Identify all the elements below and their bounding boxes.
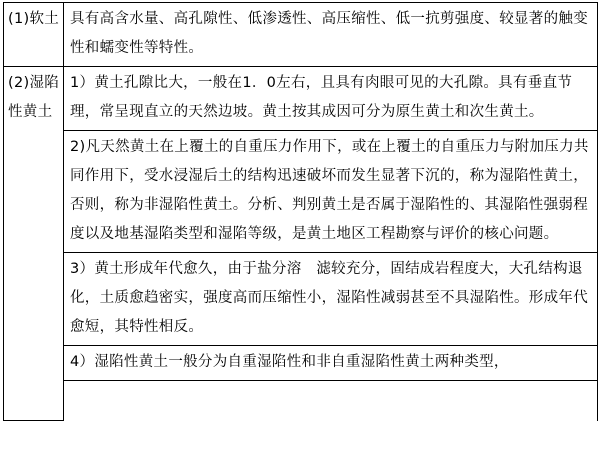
loess-item-4: 4）湿陷性黄土一般分为自重湿陷性和非自重湿陷性黄土两种类型， bbox=[64, 346, 598, 381]
row-label-soft-soil: (1)软土 bbox=[4, 3, 64, 67]
loess-item-3: 3）黄土形成年代愈久，由于盐分溶 滤较充分，固结成岩程度大，大孔结构退化，土质愈趋密实，强度高而压缩性小，湿陷性减弱甚至不具湿陷性。形成年代愈短，其特性相反。 bbox=[64, 253, 598, 346]
table-row-loess-3 bbox=[4, 253, 598, 346]
loess-item-1: 1）黄土孔隙比大，一般在1．0左右，且具有肉眼可见的大孔隙。具有垂直节理，常呈现直立的天然边坡。黄土按其成因可分为原生黄土和次生黄土。 bbox=[64, 67, 598, 131]
soft-soil-description: 具有高含水量、高孔隙性、低渗透性、高压缩性、低一抗剪强度、较显著的触变性和蠕变性等特性。 bbox=[64, 3, 598, 67]
table-row-loess-1 bbox=[4, 67, 598, 131]
table-row-soft-soil bbox=[4, 3, 598, 67]
table-row-loess-2 bbox=[4, 131, 598, 253]
row-label-collapsible-loess: (2)湿陷性黄土 bbox=[4, 67, 64, 421]
table-row-continuation bbox=[4, 381, 598, 421]
continuation-cell bbox=[64, 381, 598, 421]
table-row-loess-4 bbox=[4, 346, 598, 381]
loess-item-2: 2)凡天然黄土在上覆土的自重压力作用下，或在上覆土的自重压力与附加压力共同作用下，受水浸湿后土的结构迅速破坏而发生显著下沉的，称为湿陷性黄土，否则，称为非湿陷性黄土。分析、判别黄土是否属于湿陷性的、其湿陷性强弱程度以及地基湿陷类型和湿陷等级，是黄土地区工程勘察与评价的核心问题。 bbox=[64, 131, 598, 253]
soil-properties-table bbox=[3, 2, 598, 421]
